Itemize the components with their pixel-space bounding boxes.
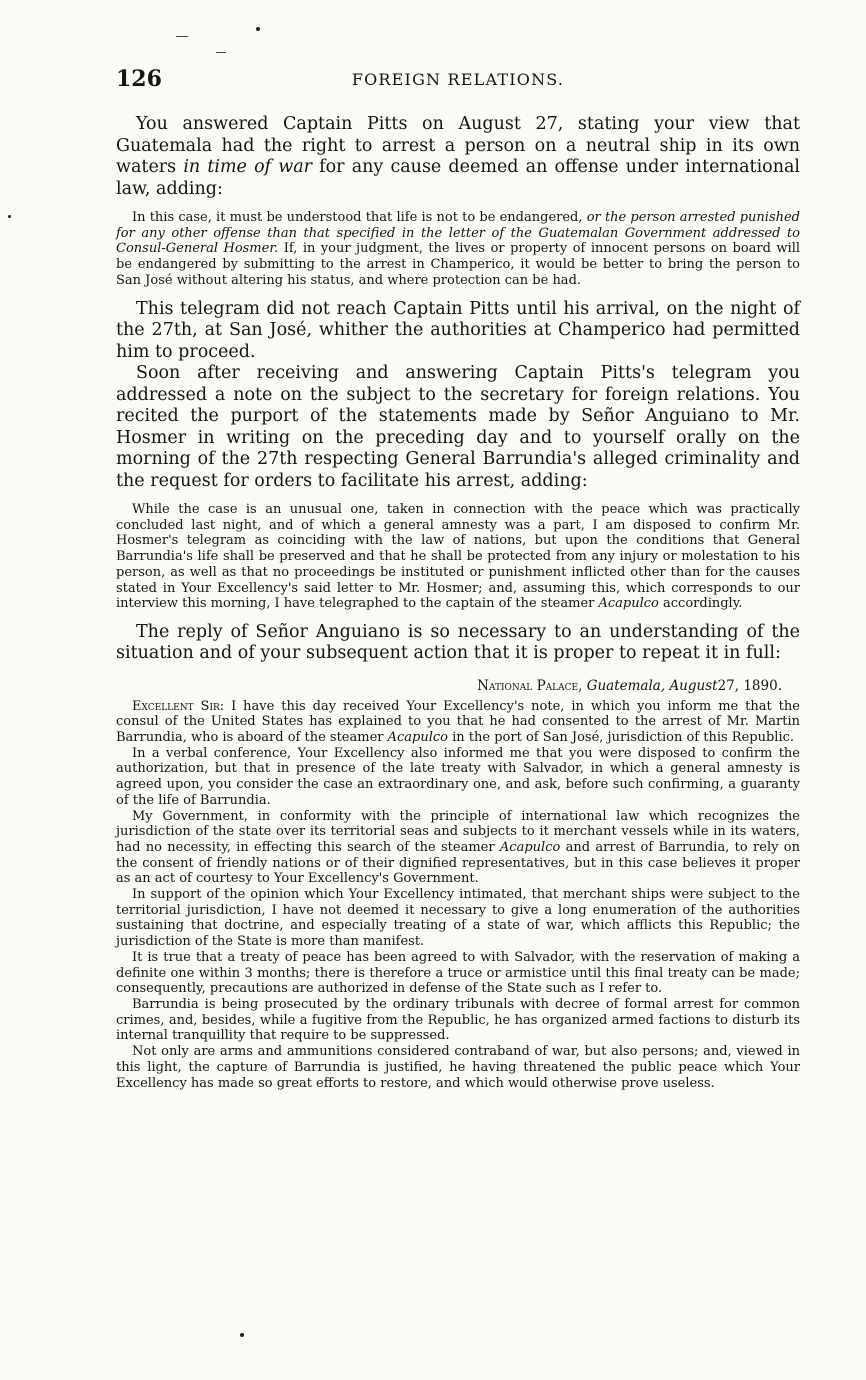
page-header [116,66,800,96]
salutation: Excellent Sir: [132,698,225,714]
margin-mark [256,27,260,31]
letter-dateline [116,679,800,695]
text-run: in the port of San José, jurisdiction of this Republic. [448,730,795,746]
letter-paragraph: Barrundia is being prosecuted by the ordinary tribunals with decree of formal arrest for common crimes, and, besides, while a fugitive from the Republic, he has organized armed factions to disturb its internal tranquillity that require to be suppressed. [116,997,800,1044]
running-title: FOREIGN RELATIONS. [351,70,565,89]
body-paragraph: This telegram did not reach Captain Pitts until his arrival, on the night of the 27th, at San José, whither the authorities at Champerico had permitted him to proceed. [116,298,800,362]
letter-paragraph: In a verbal conference, Your Excellency also informed me that you were disposed to confirm the authorization, but that in presence of the late treaty with Salvador, in which a general amnesty is agreed upon, you consider the case an extraordinary one, and ask, before such confirming, a guaranty of the life of Barrundia. [116,745,800,808]
margin-mark [240,1333,244,1337]
emphasis: in time of war [183,157,313,177]
dateline-month: August [669,677,718,694]
dateline-date: 27, 1890. [717,677,782,694]
text-run: You answered Captain Pitts on August 27, stating your view that Guatemala had the right to arrest a person on a neutral ship in its own waters [116,114,800,177]
body-paragraph: The reply of Señor Anguiano is so necessary to an understanding of the situation and of your subsequent action that it is proper to repeat it in full: [116,621,800,664]
body-paragraph: Soon after receiving and answering Captain Pitts's telegram you addressed a note on the subject to the secretary for foreign relations. You recited the purport of the statements made by Señor Anguiano to Mr. Hosmer in writing on the preceding day and to yourself orally on the morning of the 27th respecting General Barrundia's alleged criminality and the request for orders to facilitate his arrest, adding: [116,363,800,491]
emphasis: Acapulco [598,596,659,612]
text-run: for any cause deemed an offense under international law, adding: [116,157,801,199]
letter-paragraph: Not only are arms and ammunitions considered contraband of war, but also persons; and, viewed in this light, the capture of Barrundia is justified, he having threatened the public peace which Your Excellency has made so great efforts to restore, and which would otherwise prove useless. [116,1044,800,1091]
margin-mark [176,36,188,37]
emphasis: or the person arrested punished for any other offense than that specified in the letter of the Guatemalan Government addressed to Consul-General Hosmer. [116,210,801,257]
quoted-note [116,502,800,612]
text-run: accordingly. [658,596,743,612]
emphasis: Acapulco [387,730,449,746]
dateline-place: National Palace, [477,677,583,694]
letter-paragraph: It is true that a treaty of peace has been agreed to with Salvador, with the reservation of making a definite one within 3 months; there is therefore a truce or armistice until this final treaty can be made; consequently, precautions are authorized in defense of the State such as I refer to. [116,949,800,997]
body-paragraph [116,114,800,200]
margin-mark [216,52,226,53]
text-run: While the case is an unusual one, taken in connection with the peace which was practically concluded last night, and of which a general amnesty was a part, I am disposed to confirm Mr. Hosmer's telegram as coinciding with the law of nations, but upon the conditions that General Barrundia's life shall be preserved and that he shall be protected from any injury or molestation to his person, as well as that no proceedings be instituted or punishment inflicted other than for the causes stated in Your Excellency's said letter to Mr. Hosmer; and, assuming this, which corresponds to our interview this morning, I have telegraphed to the captain of the steamer [116,502,800,612]
emphasis: Acapulco [499,839,561,855]
page-number: 126 [116,66,162,92]
text-run: and arrest of Barrundia, to rely on the consent of friendly nations or of their dignified representatives, but in this case believes it proper as an act of courtesy to Your Excellency's Government. [116,839,800,887]
document-page [116,66,800,1091]
margin-mark [8,215,11,218]
quoted-telegram [116,210,800,289]
text-run: In this case, it must be understood that life is not to be endangered, [132,210,587,225]
text-run: I have this day received Your Excellency's note, in which you inform me that the consul of the United States has explained to you that he had consented to the arrest of Mr. Martin Barrundia, who is aboard of the steamer [116,698,800,746]
text-run: My Government, in conformity with the principle of international law which recognizes the jurisdiction of the state over its territorial seas and subjects to it merchant vessels while in its waters, had no necessity, in effecting this search of the steamer [116,808,800,855]
letter-paragraph: In support of the opinion which Your Excellency intimated, that merchant ships were subject to the territorial jurisdiction, I have not deemed it necessary to give a long enumeration of the authorities sustaining that doctrine, and especially treating of a state of war, which afflicts this Republic; the jurisdiction of the State is more than manifest. [116,887,800,950]
letter-paragraph [116,809,800,888]
text-run: If, in your judgment, the lives or property of innocent persons on board will be endangered by submitting to the arrest in Champerico, it would be better to bring the person to San José without altering his status, and where protection can be had. [116,241,801,288]
dateline-city: Guatemala, [586,677,666,694]
letter-paragraph [116,699,800,746]
